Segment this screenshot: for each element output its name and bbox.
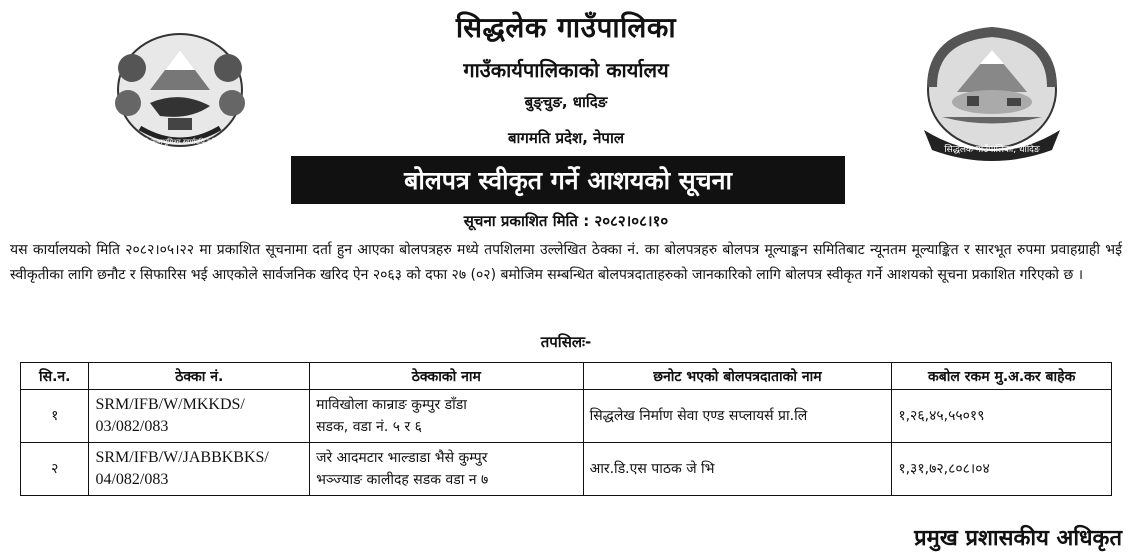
row-amount: १,२६,४५,५५०१९ [892, 390, 1112, 443]
row-contract-no [89, 443, 310, 496]
published-date: सूचना प्रकाशित मिति : २०८२।०८।१० [463, 212, 669, 230]
contract-name-line: सडक, वडा नं. ५ र ६ [316, 419, 422, 435]
table-header-row [21, 363, 1112, 390]
header-amount: कबोल रकम मु.अ.कर बाहेक [892, 363, 1112, 390]
contract-name-line: माविखोला कान्राङ कुम्पुर डाँडा [316, 397, 467, 413]
row-amount: १,३१,७२,८०८।०४ [892, 443, 1112, 496]
contract-no-line: SRM/IFB/W/MKKDS/ [95, 396, 245, 413]
municipality-title: सिद्धलेक गाउँपालिका [455, 11, 677, 44]
contract-name-line: भञ्ज्याङ कालीदह सडक वडा न ७ [316, 472, 489, 488]
contract-no-line: SRM/IFB/W/JABBKBKS/ [95, 449, 269, 466]
office-name: गाउँकार्यपालिकाको कार्यालय [463, 58, 669, 82]
contract-no-line: 04/082/083 [95, 471, 169, 488]
contracts-table [20, 362, 1112, 496]
header-bidder: छनोट भएको बोलपत्रदाताको नाम [583, 363, 892, 390]
left-logo-caption: जननी जन्मभूमिश्च स्वर्गादपि गरीयसी [133, 138, 227, 146]
header-serial: सि.न. [21, 363, 89, 390]
row-contract-name [310, 443, 583, 496]
row-contract-name [310, 390, 583, 443]
row-serial: २ [21, 443, 89, 496]
row-bidder: आर.डि.एस पाठक जे भि [583, 443, 892, 496]
row-serial: १ [21, 390, 89, 443]
notice-title: बोलपत्र स्वीकृत गर्ने आशयको सूचना [404, 166, 732, 195]
table-row [21, 390, 1112, 443]
table-row [21, 443, 1112, 496]
row-bidder: सिद्धलेख निर्माण सेवा एण्ड सप्लायर्स प्रा.लि [583, 390, 892, 443]
contract-no-line: 03/082/083 [95, 418, 169, 435]
header-contract-no: ठेक्का नं. [89, 363, 310, 390]
notice-body: यस कार्यालयको मिति २०८२।०५।२२ मा प्रकाशित सूचनामा दर्ता हुन आएका बोलपत्रहरु मध्ये तपशिलमा उल्लेखित ठेक्का नं. का बोलपत्रहरु बोलपत्र मूल्याङ्कन समितिबाट न्यूनतम मूल्याङ्कित र सारभूत रुपमा प्रवाहग्राही भई स्वीकृतीका लागि छनौट र सिफारिस भई आएकोले सार्वजनिक खरिद ऐन २०६३ को दफा २७ (०२) बमोजिम सम्बन्धित बोलपत्रदाताहरुको जानकारिको लागि बोलपत्र स्वीकृत गर्ने आशयको सूचना प्रकाशित गरिएको छ । [10, 242, 1122, 283]
province-name: बागमति प्रदेश, नेपाल [507, 129, 625, 147]
contract-name-line: जरे आदमटार भाल्डाडा भैसे कुम्पुर [316, 450, 488, 466]
header-contract-name: ठेक्काको नाम [310, 363, 583, 390]
details-heading: तपसिलः- [540, 333, 592, 351]
notice-title-banner [291, 156, 845, 204]
office-location: बुङ्चुङ, धादिङ [524, 93, 608, 111]
right-logo-caption: सिद्धलेक गाउँपालिका, धादिङ [944, 145, 1040, 155]
signatory-title: प्रमुख प्रशासकीय अधिकृत [914, 526, 1122, 551]
row-contract-no [89, 390, 310, 443]
